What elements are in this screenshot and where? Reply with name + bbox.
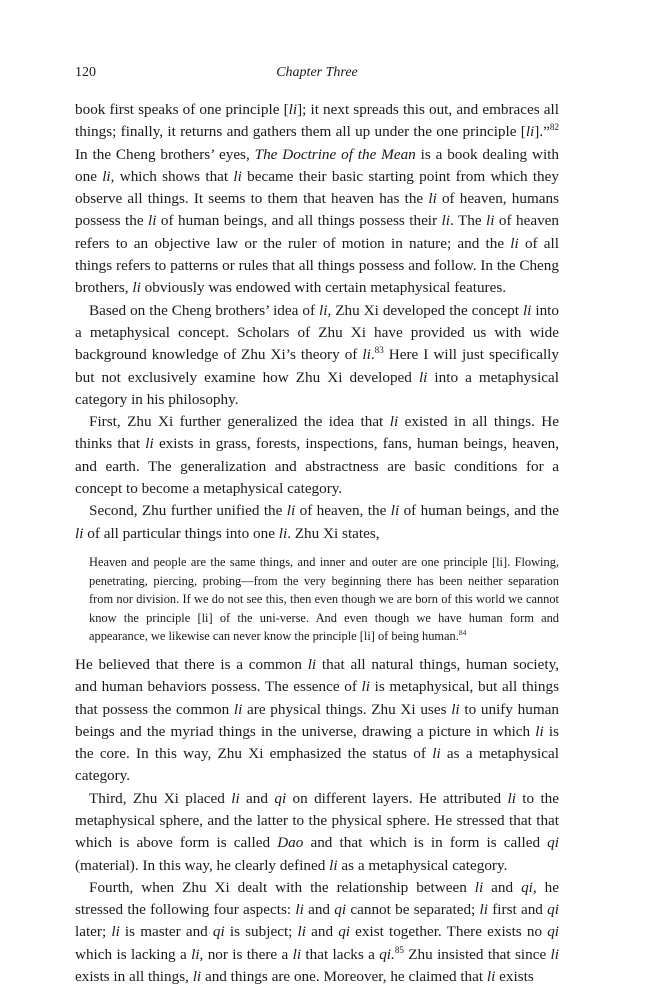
text-run: of heaven refers to an objective law or the ruler of motion in nature; and the (75, 212, 560, 252)
text-run: . (370, 346, 375, 364)
term-qi: qi (547, 923, 560, 941)
term-dao: Dao (277, 834, 304, 852)
paragraph-4 (75, 500, 559, 545)
text-run: of human beings, and all things possess their (156, 212, 442, 230)
term-li: li (292, 945, 302, 963)
text-run: of human beings, and the (399, 502, 559, 520)
text-run: of all things refers to patterns or rules that all things possess and follow. In the Cheng brothers, (75, 234, 559, 297)
text-run: (material). In this way, he clearly defined (75, 856, 330, 874)
text-run: he stressed the following four aspects: (75, 878, 559, 919)
text-run: of heaven, humans possess the (75, 190, 559, 230)
term-li: li (432, 745, 441, 763)
term-li: li (233, 700, 243, 718)
term-li: li (233, 167, 242, 185)
term-li: li (318, 301, 328, 319)
term-li: li (111, 923, 120, 941)
term-li: li (288, 101, 298, 118)
term-li: li (550, 945, 559, 963)
term-li: li (286, 502, 296, 520)
text-run: First, Zhu Xi further generalized the idea that (89, 413, 390, 431)
term-li: li (535, 722, 544, 740)
term-li: li (362, 346, 371, 364)
running-head: Chapter Three (276, 65, 358, 80)
term-li: li (418, 368, 428, 386)
term-li: li (307, 655, 317, 673)
term-li: li (278, 524, 288, 542)
text-run: first and (487, 901, 548, 919)
text-run: cannot be separated; (346, 901, 480, 919)
term-li: li (486, 212, 495, 230)
block-quote (89, 553, 559, 646)
text-run: He believed that there is a common (75, 655, 308, 673)
text-run: Here I will just specifically but not exclusively examine how Zhu Xi developed (75, 346, 559, 386)
text-run: and (303, 901, 335, 919)
term-li: li (486, 968, 496, 986)
paragraph-6 (75, 788, 559, 877)
term-li: li (507, 789, 516, 807)
term-li: li (361, 678, 370, 696)
text-run: that all natural things, human society, and human behaviors possess. The essence of (75, 655, 559, 696)
text-run: Based on the Cheng brothers’ idea of (89, 301, 319, 319)
term-li: li (329, 856, 338, 874)
term-li: li (474, 878, 484, 896)
text-run: . Zhu Xi states, (287, 524, 380, 542)
text-run: Zhu insisted that since (403, 945, 551, 963)
term-qi: qi (212, 923, 225, 941)
text-run: nor is there a (203, 945, 293, 963)
term-li: li (148, 212, 157, 230)
term-li: li (102, 167, 111, 185)
text-run: and (239, 789, 275, 807)
text-run: obviously was endowed with certain metaphysical features. (140, 279, 507, 297)
book-title: The Doctrine of the Mean (254, 145, 416, 163)
term-qi: qi, (521, 878, 537, 896)
term-qi: qi (547, 834, 559, 852)
footnote-ref: 83 (374, 345, 384, 356)
text-run: exists in grass, forests, inspections, fans, human beings, heaven, and earth. The generalization and abstractness are basic conditions for a concept to become a metaphysical category. (75, 435, 559, 498)
text-run: and things are one. Moreover, he claimed that (201, 968, 487, 986)
term-qi: qi. (379, 945, 395, 963)
text-run: that lacks a (301, 945, 380, 963)
footnote-ref: 85 (394, 944, 404, 955)
paragraph-3 (75, 411, 559, 500)
term-li: li (231, 789, 240, 807)
text-run: which is lacking a (75, 945, 192, 963)
text-run: Second, Zhu further unified the (89, 502, 287, 520)
term-li: li (75, 524, 84, 542)
text-run: existed in all things. He thinks that (75, 413, 559, 453)
text-run: to unify human beings and the myriad things in the universe, drawing a picture in which (75, 700, 559, 740)
text-run: book first speaks of one principle [ (75, 101, 289, 118)
quote-text: Heaven and people are the same things, and inner and outer are one principle [li]. Flowing, penetrating, piercing, probing—from the very beginning there has been neither separation from nor division. If we do not see this, then even though we are born of this world we cannot know the principle [li] of the uni-verse. And even though we have human form and appearance, we likewise can never know the principle [li] of being human. (89, 554, 559, 644)
text-run: are physical things. Zhu Xi uses (242, 700, 452, 718)
text-run: into a metaphysical concept. Scholars of Zhu Xi have provided us with wide background knowledge of Zhu Xi’s theory of (75, 301, 559, 364)
text-run: as a metaphysical category. (75, 745, 559, 785)
text-run: ].” (534, 123, 550, 141)
text-run: of all particular things into one (83, 524, 279, 542)
text-run: later; (75, 923, 112, 941)
term-li: li (390, 502, 400, 520)
text-run: exists (495, 968, 534, 986)
text-run: exists in all things, (75, 968, 193, 986)
text-run: ]; it next spreads this out, and embraces all things; finally, it returns and gathers them all up under the one principle [ (75, 101, 559, 141)
term-qi: qi (334, 901, 347, 919)
text-run: into a metaphysical category in his philosophy. (75, 368, 559, 408)
text-run: , which shows that (110, 167, 234, 185)
text-run: . The (449, 212, 487, 230)
term-li: li (441, 212, 450, 230)
text-run: as a metaphysical category. (337, 856, 508, 874)
text-run: exist together. There exists no (350, 923, 548, 941)
text-run: became their basic starting point from which they observe all things. It seems to them that heaven has the (75, 167, 559, 208)
term-li: li (479, 901, 488, 919)
term-li: li (451, 700, 460, 718)
paragraph-2 (75, 300, 559, 411)
term-li: li (297, 923, 306, 941)
text-run: is metaphysical, but all things that possess the common (75, 678, 559, 718)
term-li: li (510, 234, 519, 252)
term-li: li (525, 123, 535, 141)
text-run: is master and (119, 923, 213, 941)
paragraph-5 (75, 654, 559, 788)
term-qi: qi (274, 789, 287, 807)
footnote-ref: 84 (458, 628, 467, 638)
term-li: li (145, 435, 154, 453)
paragraph-7 (75, 877, 559, 988)
term-li: li (428, 190, 437, 208)
text-run: is subject; (224, 923, 298, 941)
paragraph-1 (75, 99, 559, 300)
text-run: and (483, 878, 522, 896)
text-run: on different layers. He attributed (286, 789, 508, 807)
text-run: In the Cheng brothers’ eyes, (75, 145, 255, 163)
term-li: li (132, 279, 141, 297)
text-run: Fourth, when Zhu Xi dealt with the relationship between (89, 878, 475, 896)
page-number: 120 (75, 65, 96, 80)
term-li: li (389, 413, 399, 431)
term-qi: qi (547, 901, 559, 919)
text-run: of heaven, the (295, 502, 391, 520)
footnote-ref: 82 (549, 122, 559, 133)
text-run: Third, Zhu Xi placed (89, 789, 232, 807)
text-run: is a book dealing with one (75, 145, 559, 185)
term-li: li, (191, 945, 204, 963)
term-li: li (522, 301, 532, 319)
text-run: and that which is in form is called (303, 834, 548, 852)
term-li: li (192, 968, 202, 986)
text-run: is the core. In this way, Zhu Xi emphasized the status of (75, 722, 559, 763)
body-text (75, 99, 559, 988)
text-run: to the metaphysical sphere, and the latter to the physical sphere. He stressed that that which is above form is called (75, 789, 559, 852)
term-li: li (295, 901, 304, 919)
text-run: and (305, 923, 339, 941)
term-qi: qi (338, 923, 351, 941)
text-run: , Zhu Xi developed the concept (327, 301, 523, 319)
